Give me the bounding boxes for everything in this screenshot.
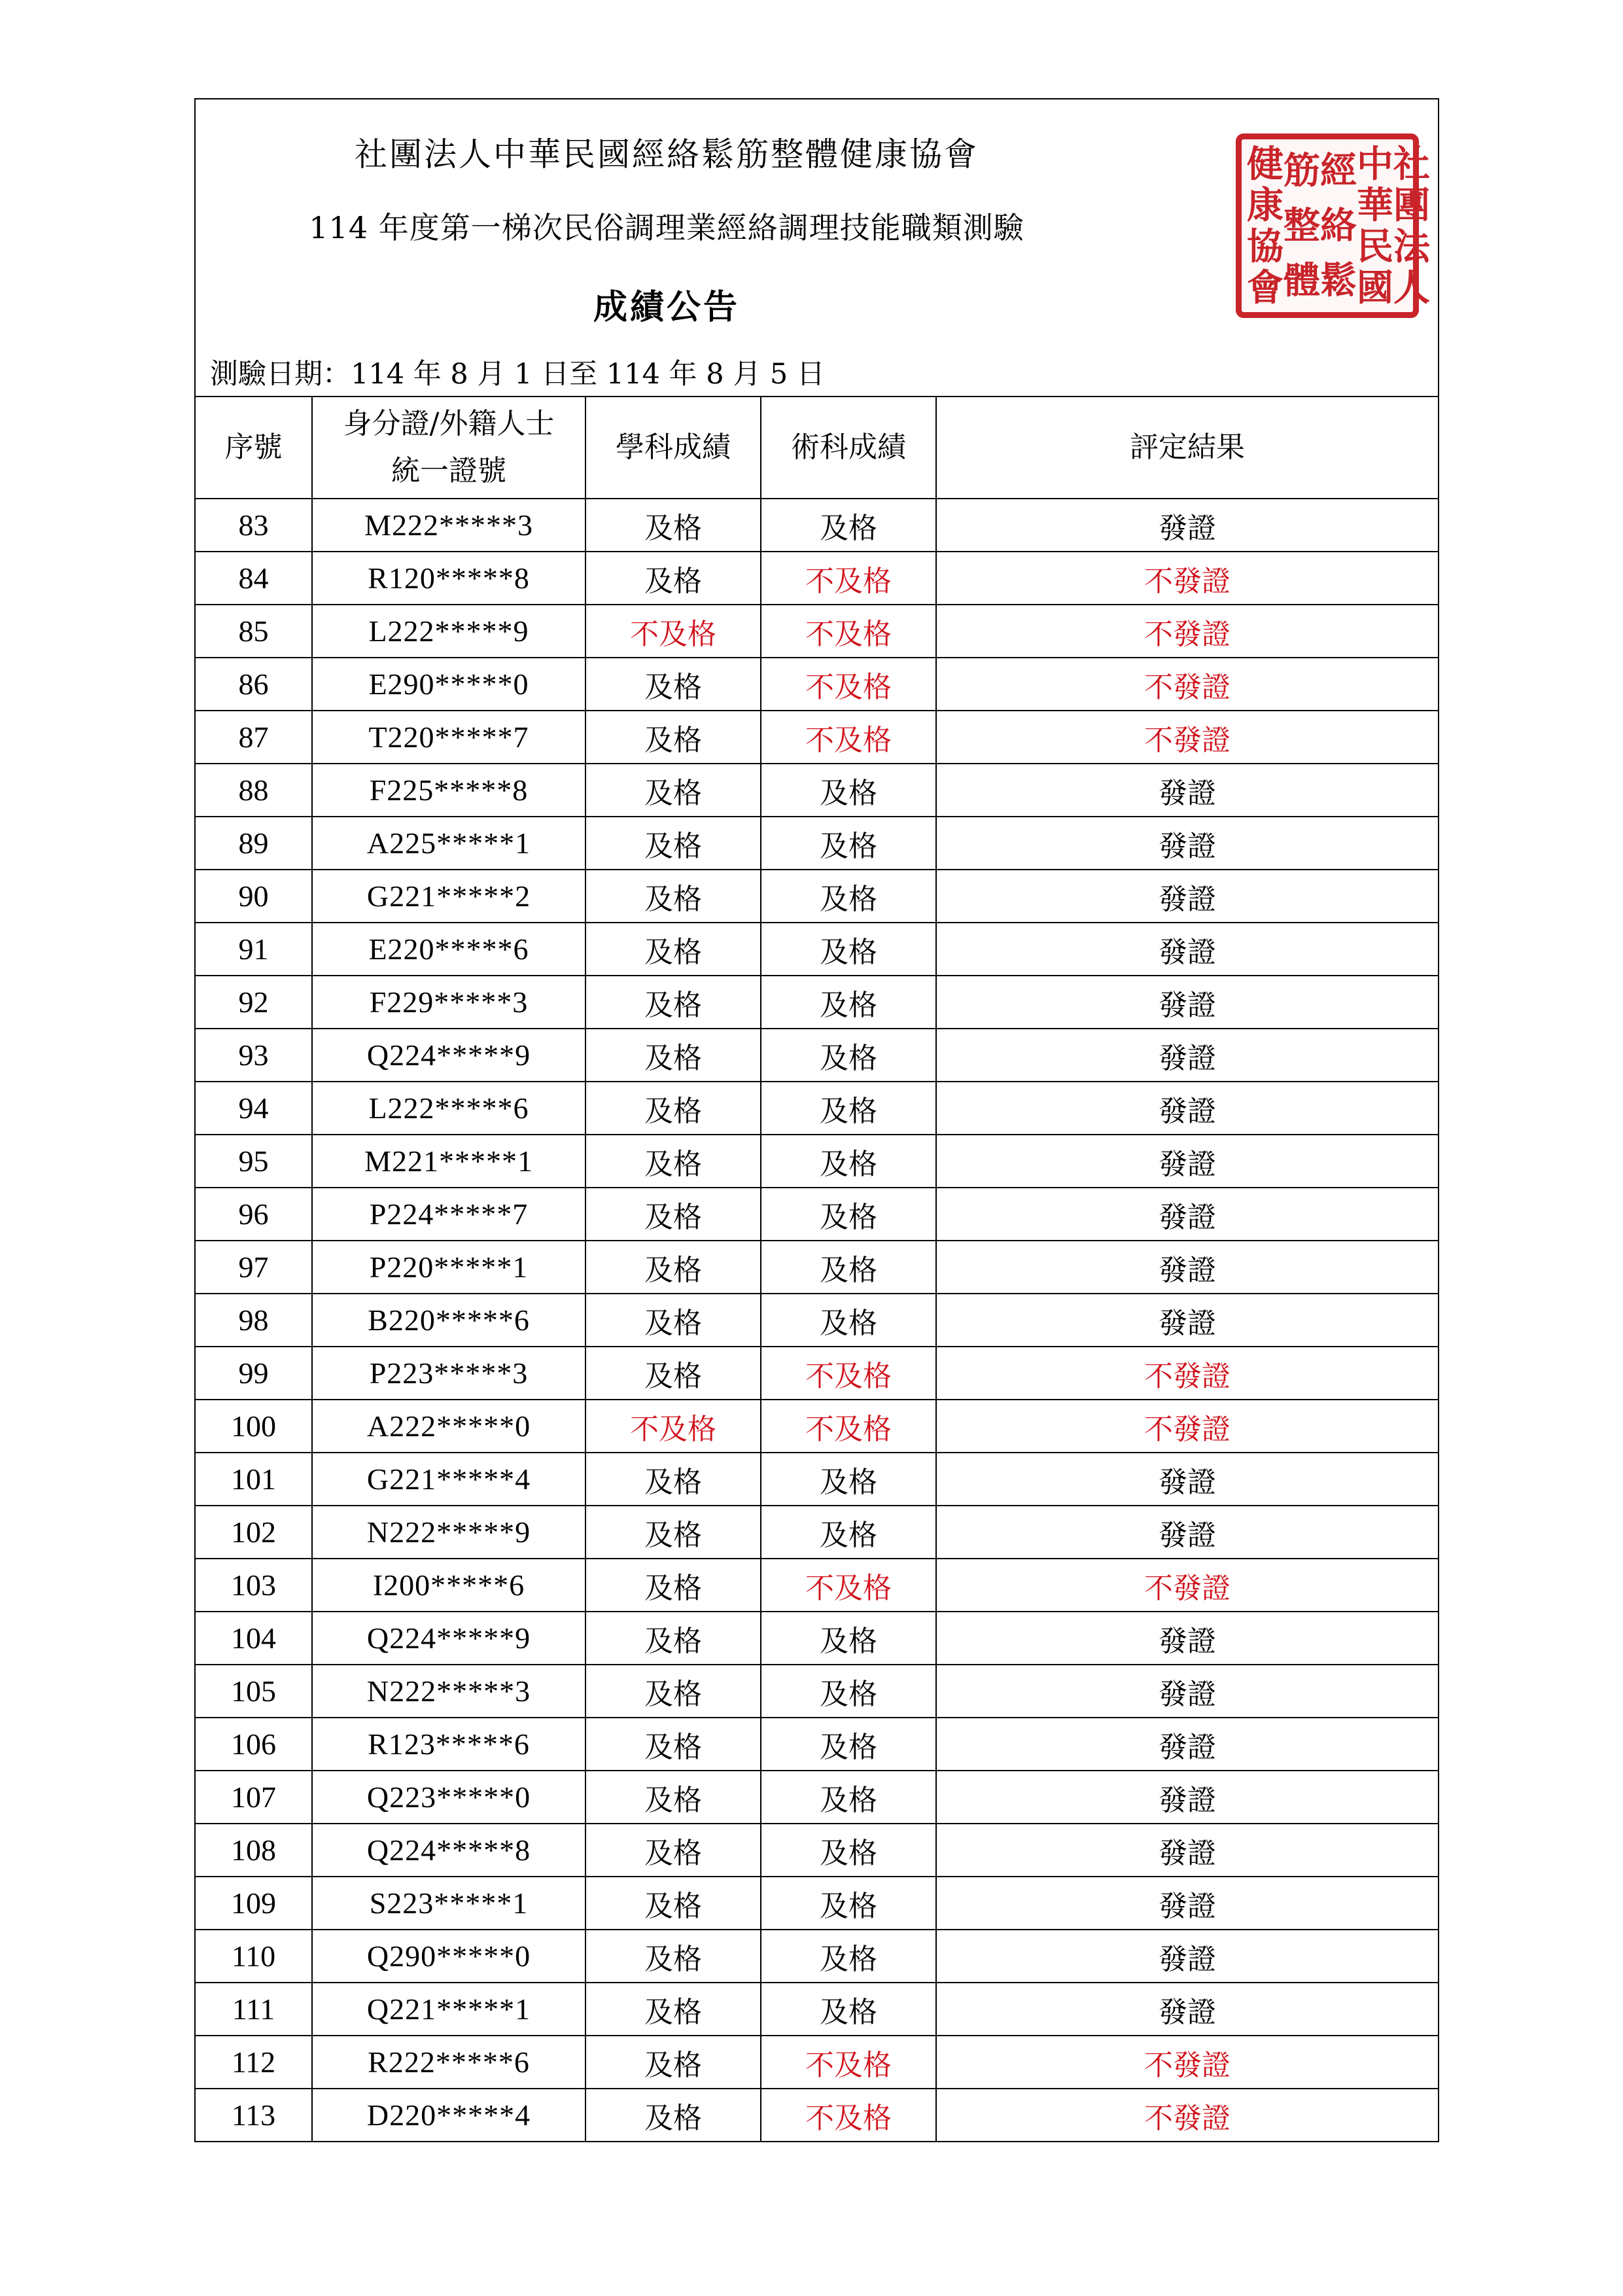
written-score-cell: 及格 [585, 1347, 761, 1400]
official-seal-stamp [1236, 133, 1430, 318]
id-number-cell: R123*****6 [312, 1718, 585, 1771]
table-row [196, 1347, 1438, 1400]
id-number-cell: F225*****8 [312, 764, 585, 817]
id-number-cell: F229*****3 [312, 976, 585, 1029]
result-cell: 發證 [936, 499, 1438, 552]
result-cell: 不發證 [936, 711, 1438, 764]
practical-score-cell: 及格 [761, 764, 936, 817]
result-cell: 發證 [936, 1718, 1438, 1771]
result-cell: 不發證 [936, 1400, 1438, 1453]
written-score-cell: 及格 [585, 1718, 761, 1771]
row-number-cell: 105 [196, 1665, 312, 1718]
practical-score-cell: 及格 [761, 1029, 936, 1082]
results-table-body [196, 499, 1438, 2141]
results-table [196, 397, 1438, 2141]
practical-score-cell: 不及格 [761, 552, 936, 605]
id-number-cell: E220*****6 [312, 923, 585, 976]
row-number-cell: 104 [196, 1612, 312, 1665]
id-number-cell: Q224*****8 [312, 1824, 585, 1877]
written-score-cell: 及格 [585, 1082, 761, 1135]
table-row [196, 1135, 1438, 1188]
written-score-cell: 不及格 [585, 1400, 761, 1453]
result-cell: 不發證 [936, 658, 1438, 711]
seal-column: 經 絡 鬆 [1320, 149, 1357, 302]
result-cell: 發證 [936, 870, 1438, 923]
written-score-cell: 及格 [585, 2089, 761, 2141]
row-number-cell: 95 [196, 1135, 312, 1188]
header-result: 評定結果 [936, 397, 1438, 499]
result-cell: 發證 [936, 1241, 1438, 1294]
written-score-cell: 及格 [585, 1559, 761, 1612]
id-number-cell: A222*****0 [312, 1400, 585, 1453]
header-id-line2: 統一證號 [391, 454, 506, 487]
notice-title: 成績公告 [593, 287, 740, 327]
table-row [196, 976, 1438, 1029]
document-header [196, 99, 1438, 397]
result-cell: 發證 [936, 817, 1438, 870]
result-cell: 發證 [936, 1506, 1438, 1559]
id-number-cell: M221*****1 [312, 1135, 585, 1188]
table-row [196, 1400, 1438, 1453]
written-score-cell: 及格 [585, 870, 761, 923]
table-row [196, 711, 1438, 764]
row-number-cell: 103 [196, 1559, 312, 1612]
row-number-cell: 109 [196, 1877, 312, 1930]
header-no: 序號 [196, 397, 312, 499]
result-cell: 發證 [936, 976, 1438, 1029]
practical-score-cell: 及格 [761, 1135, 936, 1188]
row-number-cell: 85 [196, 605, 312, 658]
row-number-cell: 111 [196, 1983, 312, 2036]
row-number-cell: 98 [196, 1294, 312, 1347]
written-score-cell: 及格 [585, 1506, 761, 1559]
result-cell: 發證 [936, 1983, 1438, 2036]
practical-score-cell: 及格 [761, 1241, 936, 1294]
id-number-cell: Q221*****1 [312, 1983, 585, 2036]
written-score-cell: 及格 [585, 1771, 761, 1824]
table-row [196, 1188, 1438, 1241]
table-row [196, 1877, 1438, 1930]
result-cell: 不發證 [936, 1559, 1438, 1612]
result-cell: 發證 [936, 1877, 1438, 1930]
practical-score-cell: 不及格 [761, 711, 936, 764]
row-number-cell: 86 [196, 658, 312, 711]
row-number-cell: 97 [196, 1241, 312, 1294]
table-row [196, 1718, 1438, 1771]
row-number-cell: 99 [196, 1347, 312, 1400]
written-score-cell: 及格 [585, 711, 761, 764]
result-cell: 發證 [936, 1294, 1438, 1347]
table-row [196, 605, 1438, 658]
result-cell: 發證 [936, 1029, 1438, 1082]
row-number-cell: 87 [196, 711, 312, 764]
id-number-cell: Q290*****0 [312, 1930, 585, 1983]
header-written: 學科成績 [585, 397, 761, 499]
result-cell: 不發證 [936, 1347, 1438, 1400]
row-number-cell: 94 [196, 1082, 312, 1135]
id-number-cell: R222*****6 [312, 2036, 585, 2089]
table-row [196, 1506, 1438, 1559]
table-row [196, 2036, 1438, 2089]
table-row [196, 1241, 1438, 1294]
table-row [196, 552, 1438, 605]
table-row [196, 923, 1438, 976]
practical-score-cell: 不及格 [761, 658, 936, 711]
table-row [196, 817, 1438, 870]
table-row [196, 1612, 1438, 1665]
row-number-cell: 91 [196, 923, 312, 976]
table-row [196, 1930, 1438, 1983]
id-number-cell: E290*****0 [312, 658, 585, 711]
header-id-line1: 身分證/外籍人士 [343, 407, 555, 440]
written-score-cell: 及格 [585, 658, 761, 711]
organization-name: 社團法人中華民國經絡鬆筋整體健康協會 [355, 135, 979, 173]
row-number-cell: 107 [196, 1771, 312, 1824]
practical-score-cell: 及格 [761, 923, 936, 976]
id-number-cell: N222*****3 [312, 1665, 585, 1718]
practical-score-cell: 及格 [761, 817, 936, 870]
header-practical: 術科成績 [761, 397, 936, 499]
row-number-cell: 88 [196, 764, 312, 817]
practical-score-cell: 及格 [761, 1453, 936, 1506]
table-row [196, 1771, 1438, 1824]
table-row [196, 1983, 1438, 2036]
result-cell: 發證 [936, 1082, 1438, 1135]
table-row [196, 870, 1438, 923]
result-cell: 發證 [936, 1188, 1438, 1241]
written-score-cell: 及格 [585, 817, 761, 870]
written-score-cell: 及格 [585, 923, 761, 976]
written-score-cell: 及格 [585, 499, 761, 552]
practical-score-cell: 不及格 [761, 1559, 936, 1612]
practical-score-cell: 及格 [761, 499, 936, 552]
result-cell: 發證 [936, 923, 1438, 976]
row-number-cell: 90 [196, 870, 312, 923]
row-number-cell: 108 [196, 1824, 312, 1877]
practical-score-cell: 及格 [761, 1718, 936, 1771]
id-number-cell: N222*****9 [312, 1506, 585, 1559]
practical-score-cell: 及格 [761, 870, 936, 923]
row-number-cell: 112 [196, 2036, 312, 2089]
practical-score-cell: 及格 [761, 1506, 936, 1559]
written-score-cell: 及格 [585, 1188, 761, 1241]
written-score-cell: 及格 [585, 1824, 761, 1877]
id-number-cell: I200*****6 [312, 1559, 585, 1612]
result-cell: 發證 [936, 1135, 1438, 1188]
practical-score-cell: 不及格 [761, 1400, 936, 1453]
row-number-cell: 93 [196, 1029, 312, 1082]
table-row [196, 2089, 1438, 2141]
seal-column: 健 康 協 會 [1247, 142, 1283, 309]
id-number-cell: Q224*****9 [312, 1029, 585, 1082]
written-score-cell: 及格 [585, 976, 761, 1029]
result-cell: 不發證 [936, 2089, 1438, 2141]
row-number-cell: 110 [196, 1930, 312, 1983]
practical-score-cell: 及格 [761, 1877, 936, 1930]
exam-date: 測驗日期：114 年 8 月 1 日至 114 年 8 月 5 日 [210, 358, 825, 391]
practical-score-cell: 及格 [761, 1082, 936, 1135]
row-number-cell: 102 [196, 1506, 312, 1559]
seal-column: 筋 整 體 [1283, 149, 1320, 302]
id-number-cell: Q224*****9 [312, 1612, 585, 1665]
written-score-cell: 不及格 [585, 605, 761, 658]
row-number-cell: 89 [196, 817, 312, 870]
id-number-cell: R120*****8 [312, 552, 585, 605]
written-score-cell: 及格 [585, 1877, 761, 1930]
table-row [196, 1294, 1438, 1347]
id-number-cell: P223*****3 [312, 1347, 585, 1400]
written-score-cell: 及格 [585, 1665, 761, 1718]
id-number-cell: G221*****2 [312, 870, 585, 923]
id-number-cell: B220*****6 [312, 1294, 585, 1347]
practical-score-cell: 不及格 [761, 605, 936, 658]
written-score-cell: 及格 [585, 764, 761, 817]
id-number-cell: M222*****3 [312, 499, 585, 552]
id-number-cell: P224*****7 [312, 1188, 585, 1241]
table-row [196, 1029, 1438, 1082]
id-number-cell: G221*****4 [312, 1453, 585, 1506]
practical-score-cell: 及格 [761, 1983, 936, 2036]
table-row [196, 499, 1438, 552]
result-cell: 發證 [936, 1771, 1438, 1824]
id-number-cell: Q223*****0 [312, 1771, 585, 1824]
table-row [196, 1453, 1438, 1506]
exam-title: 114 年度第一梯次民俗調理業經絡調理技能職類測驗 [309, 210, 1024, 245]
written-score-cell: 及格 [585, 1029, 761, 1082]
written-score-cell: 及格 [585, 552, 761, 605]
written-score-cell: 及格 [585, 1612, 761, 1665]
id-number-cell: L222*****6 [312, 1082, 585, 1135]
practical-score-cell: 及格 [761, 1188, 936, 1241]
practical-score-cell: 及格 [761, 1930, 936, 1983]
table-row [196, 1665, 1438, 1718]
id-number-cell: T220*****7 [312, 711, 585, 764]
result-cell: 不發證 [936, 2036, 1438, 2089]
row-number-cell: 100 [196, 1400, 312, 1453]
row-number-cell: 84 [196, 552, 312, 605]
practical-score-cell: 及格 [761, 1824, 936, 1877]
practical-score-cell: 及格 [761, 1294, 936, 1347]
written-score-cell: 及格 [585, 1983, 761, 2036]
row-number-cell: 92 [196, 976, 312, 1029]
seal-column: 中 華 民 國 [1357, 142, 1393, 309]
id-number-cell: S223*****1 [312, 1877, 585, 1930]
written-score-cell: 及格 [585, 1453, 761, 1506]
id-number-cell: A225*****1 [312, 817, 585, 870]
table-row [196, 1824, 1438, 1877]
result-cell: 發證 [936, 1612, 1438, 1665]
result-cell: 發證 [936, 1824, 1438, 1877]
row-number-cell: 83 [196, 499, 312, 552]
table-header-row [196, 397, 1438, 499]
row-number-cell: 101 [196, 1453, 312, 1506]
table-row [196, 764, 1438, 817]
practical-score-cell: 不及格 [761, 2036, 936, 2089]
result-cell: 發證 [936, 1453, 1438, 1506]
table-row [196, 658, 1438, 711]
written-score-cell: 及格 [585, 1930, 761, 1983]
practical-score-cell: 及格 [761, 1612, 936, 1665]
result-cell: 發證 [936, 1930, 1438, 1983]
written-score-cell: 及格 [585, 1241, 761, 1294]
practical-score-cell: 及格 [761, 976, 936, 1029]
written-score-cell: 及格 [585, 1135, 761, 1188]
header-id [312, 397, 585, 499]
practical-score-cell: 及格 [761, 1771, 936, 1824]
id-number-cell: P220*****1 [312, 1241, 585, 1294]
written-score-cell: 及格 [585, 2036, 761, 2089]
table-row [196, 1559, 1438, 1612]
results-notice-sheet [194, 98, 1439, 2142]
result-cell: 發證 [936, 764, 1438, 817]
result-cell: 不發證 [936, 552, 1438, 605]
id-number-cell: L222*****9 [312, 605, 585, 658]
practical-score-cell: 及格 [761, 1665, 936, 1718]
row-number-cell: 113 [196, 2089, 312, 2141]
result-cell: 不發證 [936, 605, 1438, 658]
practical-score-cell: 不及格 [761, 2089, 936, 2141]
table-row [196, 1082, 1438, 1135]
result-cell: 發證 [936, 1665, 1438, 1718]
written-score-cell: 及格 [585, 1294, 761, 1347]
row-number-cell: 106 [196, 1718, 312, 1771]
id-number-cell: D220*****4 [312, 2089, 585, 2141]
practical-score-cell: 不及格 [761, 1347, 936, 1400]
row-number-cell: 96 [196, 1188, 312, 1241]
seal-column: 社 團 法 人 [1393, 142, 1430, 309]
